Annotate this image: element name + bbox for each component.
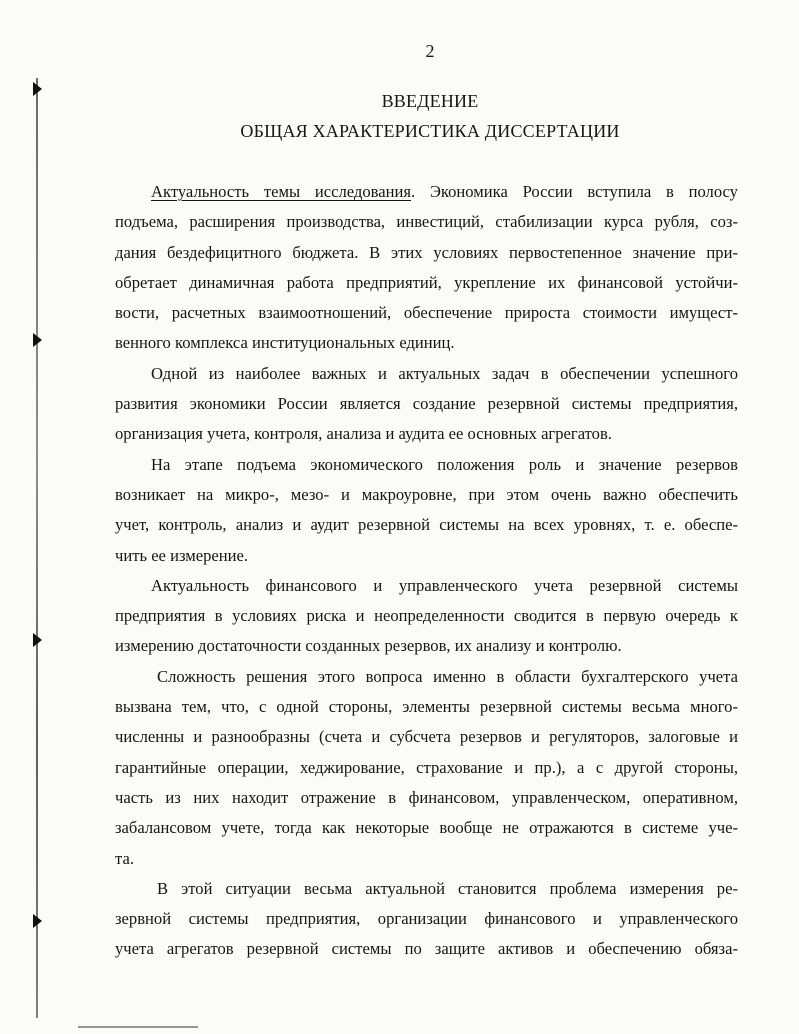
paragraph — [115, 874, 738, 965]
page-number: 2 — [425, 41, 435, 61]
text-line: чить ее измерение. — [115, 545, 249, 565]
text-line — [115, 177, 738, 207]
text-line: численны и разнообразны (счета и субсчета резервов и регуляторов, залоговые и — [115, 727, 738, 747]
text-line: развития экономики России является создание резервной системы предприятия, — [115, 394, 738, 414]
text-line: В этой ситуации весьма актуальной становится проблема измерения ре- — [157, 878, 738, 898]
text-line: подъема, расширения производства, инвестиций, стабилизации курса рубля, соз- — [115, 212, 738, 232]
binding-hole-mark — [31, 914, 43, 928]
section-subtitle: ОБЩАЯ ХАРАКТЕРИСТИКА ДИССЕРТАЦИИ — [240, 121, 620, 141]
text-line: Одной из наиболее важных и актуальных задач в обеспечении успешного — [151, 363, 738, 383]
paragraph — [115, 359, 738, 450]
text-line: Актуальность финансового и управленческого учета резервной системы — [151, 575, 738, 595]
paragraph — [115, 450, 738, 571]
binding-hole-mark — [31, 333, 43, 347]
text-line: возникает на микро-, мезо- и макроуровне, при этом очень важно обеспечить — [115, 484, 738, 504]
topic-relevance-heading: Актуальность темы исследования — [151, 182, 412, 201]
scan-binding-edge — [36, 78, 38, 1018]
text-line: вызвана тем, что, с одной стороны, элементы резервной системы весьма много- — [115, 697, 738, 717]
text-line: дания бездефицитного бюджета. В этих условиях первостепенное значение при- — [115, 242, 738, 262]
text-line: вости, расчетных взаимоотношений, обеспечение прироста стоимости имущест- — [115, 303, 738, 323]
document-body — [115, 177, 738, 965]
text-line: предприятия в условиях риска и неопределенности сводится в первую очередь к — [115, 606, 738, 626]
text-line: учета агрегатов резервной системы по защите активов и обеспечению обяза- — [115, 939, 738, 959]
text-line: Сложность решения этого вопроса именно в области бухгалтерского учета — [157, 666, 738, 686]
text-line: измерению достаточности созданных резервов, их анализу и контролю. — [115, 636, 622, 656]
paragraph — [115, 662, 738, 874]
paragraph — [115, 571, 738, 662]
scan-artifact-rule — [78, 1026, 198, 1028]
paragraph — [115, 177, 738, 359]
text-run: . Экономика России вступила в полосу — [411, 182, 738, 201]
text-line: обретает динамичная работа предприятий, укрепление их финансовой устойчи- — [115, 272, 738, 292]
text-line: забалансовом учете, тогда как некоторые вообще не отражаются в системе уче- — [115, 818, 738, 838]
text-line: зервной системы предприятия, организации финансового и управленческого — [115, 909, 738, 929]
text-line: организация учета, контроля, анализа и аудита ее основных агрегатов. — [115, 424, 612, 444]
text-line: венного комплекса институциональных единиц. — [115, 333, 455, 353]
text-line: часть из них находит отражение в финансовом, управленческом, оперативном, — [115, 787, 738, 807]
text-line: На этапе подъема экономического положения роль и значение резервов — [151, 454, 738, 474]
section-title: ВВЕДЕНИЕ — [381, 91, 479, 111]
binding-hole-mark — [31, 633, 43, 647]
text-line: та. — [115, 848, 134, 868]
text-line: гарантийные операции, хеджирование, страхование и пр.), а с другой стороны, — [115, 757, 738, 777]
text-line: учет, контроль, анализ и аудит резервной системы на всех уровнях, т. е. обеспе- — [115, 515, 738, 535]
